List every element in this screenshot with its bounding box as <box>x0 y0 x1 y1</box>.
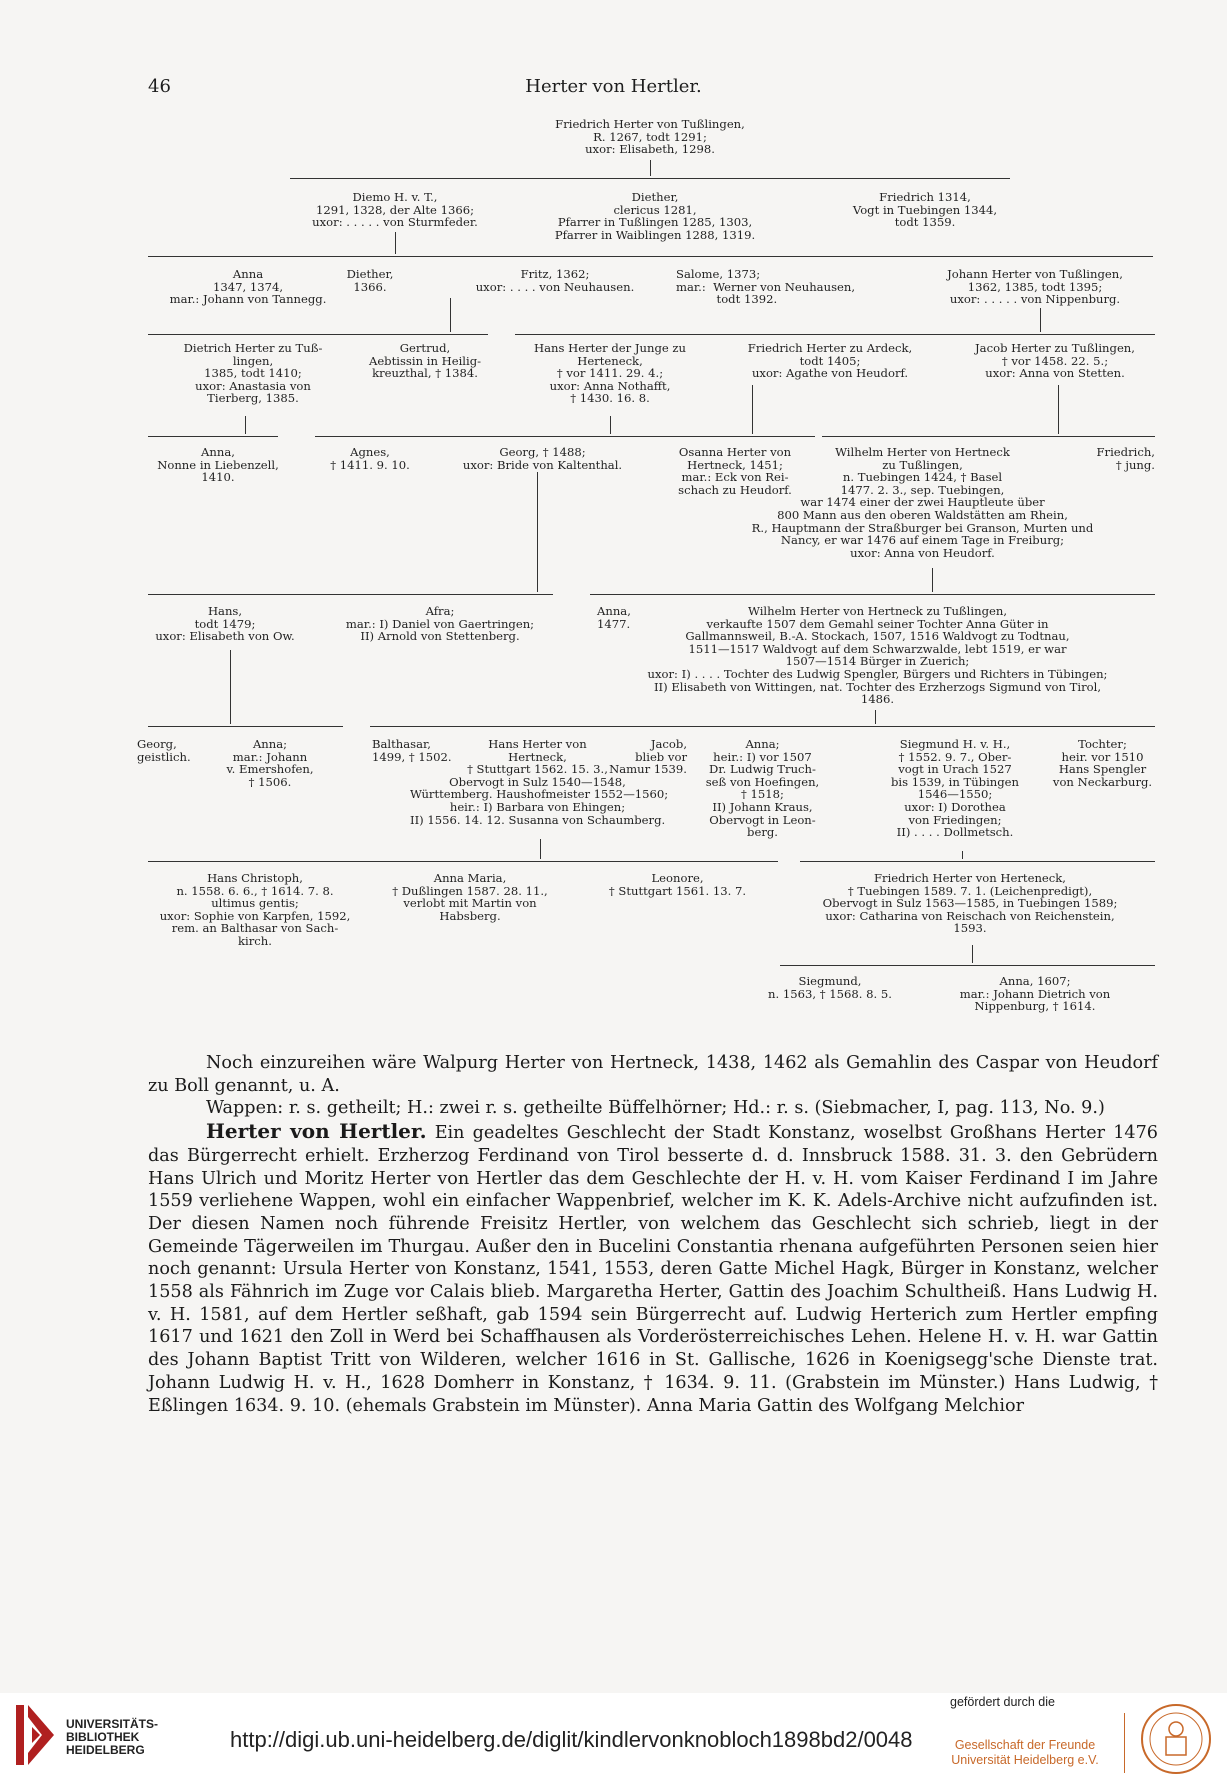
tree-agnes: Agnes, † 1411. 9. 10. <box>330 445 410 472</box>
tree-salome: Salome, 1373; mar.: Werner von Neuhausen, todt 1392. <box>676 267 856 307</box>
tree-anna-1347: Anna 1347, 1374, mar.: Johann von Tannegg. <box>169 267 327 307</box>
tree-georg-geistlich: Georg, geistlich. <box>137 737 191 764</box>
tree-friedrich-jung: Friedrich, † jung. <box>1096 445 1155 472</box>
tree-afra: Afra; mar.: I) Daniel von Gaertringen; II) Arnold von Stettenberg. <box>345 604 535 644</box>
running-title: Herter von Hertler. <box>525 76 702 97</box>
tree-anna-1477: Anna, 1477. <box>597 604 631 631</box>
tree-friedrich-1314: Friedrich 1314, Vogt in Tuebingen 1344, todt 1359. <box>852 190 998 230</box>
tree-wilhelm-1424: Wilhelm Herter von Hertneck zu Tußlingen, n. Tuebingen 1424, † Basel 1477. 2. 3., sep. Tuebingen, war 1474 einer der zwei Hauptleute über 800 Mann aus den oberen Waldstätten am Rhein, R., Hauptmann der Straßburger bei Granson, Murten und Nancy, er war 1476 auf einem Tage in Freiburg; uxor: Anna von Heudorf. <box>751 445 1094 560</box>
funded-by: gefördert durch die <box>950 1695 1055 1709</box>
university-seal-icon <box>1140 1703 1212 1775</box>
tree-osanna: Osanna Herter von Hertneck, 1451; mar.: Eck von Rei- schach zu Heudorf. <box>678 445 792 497</box>
tree-georg-1488: Georg, † 1488; uxor: Bride von Kaltenthal. <box>462 445 623 472</box>
tree-hans-1562: Hans Herter von Hertneck, † Stuttgart 1562. 15. 3., Obervogt in Sulz 1540—1548, Württemberg. Haushofmeister 1552—1560; heir.: I) Barbara von Ehingen; II) 1556. 14. 12. Susanna von Schaumberg. <box>410 737 669 827</box>
tree-diemo: Diemo H. v. T., 1291, 1328, der Alte 1366; uxor: . . . . . von Sturmfeder. <box>312 190 478 230</box>
library-name: UNIVERSITÄTS- BIBLIOTHEK HEIDELBERG <box>66 1717 159 1757</box>
tree-hans-1479: Hans, todt 1479; uxor: Elisabeth von Ow. <box>155 604 295 644</box>
tree-hans-christoph: Hans Christoph, n. 1558. 6. 6., † 1614. 7. 8. ultimus gentis; uxor: Sophie von Karpfen, 1592, rem. an Balthasar von Sach- kirch. <box>159 871 351 948</box>
society-name: Gesellschaft der Freunde Universität Heidelberg e.V. <box>951 1738 1099 1767</box>
tree-dietrich: Dietrich Herter zu Tuß- lingen, 1385, todt 1410; uxor: Anastasia von Tierberg, 1385. <box>183 341 323 406</box>
tree-anna-nonne: Anna, Nonne in Liebenzell, 1410. <box>157 445 279 485</box>
tree-anna-maria: Anna Maria, † Dußlingen 1587. 28. 11., verlobt mit Martin von Habsberg. <box>392 871 548 923</box>
tree-anna-emershofen: Anna; mar.: Johann v. Emershofen, † 1506. <box>226 737 314 789</box>
footer-divider <box>1124 1713 1125 1773</box>
tree-gertrud: Gertrud, Aebtissin in Heilig- kreuzthal, † 1384. <box>368 341 482 381</box>
paragraph-text: Ein geadeltes Geschlecht der Stadt Konstanz, woselbst Großhans Herter 1476 das Bürgerrecht erhielt. Erzherzog Ferdinand von Tirol besserte d. d. Innsbruck 1588. 31. 3. den Gebrüdern Hans Ulrich und Moritz Herter von Hertler das dem Geschlechte der H. v. H. vom Kaiser Ferdinand I im Jahre 1559 verliehene Wappen, wohl ein einfacher Wappenbrief, welcher im K. K. Adels-Archive nicht aufzufinden ist. Der diesen Namen noch führende Freisitz Hertler, von welchem das Geschlecht sich schrieb, liegt in der Gemeinde Tägerweilen im Thurgau. Außer den in Bucelini Constantia rhenana aufgeführten Personen seien hier noch genannt: Ursula Herter von Konstanz, 1541, 1553, deren Gatte Michel Hagk, Bürger in Konstanz, welcher 1558 als Fähnrich im Zuge vor Calais blieb. Margaretha Herter, Gattin des Joachim Schultheiß. Hans Ludwig H. v. H. 1581, auf dem Hertler seßhaft, gab 1594 sein Bürgerrecht auf. Ludwig Herterich zum Hertler empfing 1617 und 1621 den Zoll in Werd bei Schaffhausen als Vorderösterreichisches Lehen. Helene H. v. H. war Gattin des Johann Baptist Tritt von Wilderen, welcher 1616 in St. Gallische, 1626 in Koenigsegg'sche Dienste trat. Johann Ludwig H. v. H., 1628 Domherr in Konstanz, † 1634. 9. 11. (Grabstein im Münster.) Hans Ludwig, † Eßlingen 1634. 9. 10. (ehemals Grabstein im Münster). Anna Maria Gattin des Wolfgang Melchior <box>148 1123 1159 1416</box>
tree-tochter: Tochter; heir. vor 1510 Hans Spengler von Neckarburg. <box>1052 737 1153 789</box>
tree-siegmund-1552: Siegmund H. v. H., † 1552. 9. 7., Ober- vogt in Urach 1527 bis 1539, in Tübingen 1546—1550; uxor: I) Dorothea von Friedingen; II) . . . . Dollmetsch. <box>890 737 1020 840</box>
ub-logo-icon <box>14 1703 60 1769</box>
page-number: 46 <box>148 76 171 97</box>
tree-jacob-namur: Jacob, blieb vor Namur 1539. <box>609 737 687 777</box>
source-url-link[interactable]: http://digi.ub.uni-heidelberg.de/diglit/kindlervonknobloch1898bd2/0048 <box>230 1727 913 1752</box>
tree-leonore: Leonore, † Stuttgart 1561. 13. 7. <box>608 871 747 898</box>
tree-wilhelm-1507: Wilhelm Herter von Hertneck zu Tußlingen, verkaufte 1507 dem Gemahl seiner Tochter Anna Güter in Gallmannsweil, B.-A. Stockach, 1507, 1516 Waldvogt zu Todtnau, 1511—1517 Waldvogt auf dem Schwarzwalde, lebt 1519, er war 1507—1514 Bürger in Zuerich; uxor: I) . . . . Tochter des Ludwig Spengler, Bürgers und Richters in Tübingen; II) Elisabeth von Wittingen, nat. Tochter des Erzherzogs Sigmund von Tirol, 1486. <box>647 604 1108 707</box>
tree-friedrich-ardeck: Friedrich Herter zu Ardeck, todt 1405; uxor: Agathe von Heudorf. <box>747 341 913 381</box>
tree-diether-1366: Diether, 1366. <box>346 267 394 294</box>
tree-johann-1362: Johann Herter von Tußlingen, 1362, 1385, todt 1395; uxor: . . . . . von Nippenburg. <box>947 267 1123 307</box>
paragraph-walpurg: Noch einzureihen wäre Walpurg Herter von Hertneck, 1438, 1462 als Gemahlin des Caspar von Heudorf zu Boll genannt, u. A. <box>148 1053 1158 1096</box>
tree-anna-truchsess: Anna; heir.: I) vor 1507 Dr. Ludwig Truch- seß von Hoefingen, † 1518; II) Johann Kraus, Obervogt in Leon- berg. <box>705 737 820 840</box>
tree-hans-der-junge: Hans Herter der Junge zu Herteneck, † vor 1411. 29. 4.; uxor: Anna Nothafft, † 1430. 16. 8. <box>533 341 687 406</box>
tree-anna-1607: Anna, 1607; mar.: Johann Dietrich von Nippenburg, † 1614. <box>959 974 1111 1014</box>
tree-friedrich-1589: Friedrich Herter von Herteneck, † Tuebingen 1589. 7. 1. (Leichenpredigt), Obervogt in Sulz 1563—1585, in Tuebingen 1589; uxor: Catharina von Reischach von Reichenstein, 1593. <box>822 871 1118 936</box>
tree-jacob: Jacob Herter zu Tußlingen, † vor 1458. 22. 5.; uxor: Anna von Stetten. <box>975 341 1135 381</box>
paragraph-herter-von-hertler <box>148 1120 1158 1417</box>
section-heading: Herter von Hertler. <box>206 1119 427 1144</box>
tree-fritz: Fritz, 1362; uxor: . . . . von Neuhausen. <box>475 267 635 294</box>
tree-diether: Diether, clericus 1281, Pfarrer in Tußlingen 1285, 1303, Pfarrer in Waiblingen 1288, 1319. <box>554 190 756 242</box>
tree-siegmund-1563: Siegmund, n. 1563, † 1568. 8. 5. <box>768 974 892 1001</box>
tree-root: Friedrich Herter von Tußlingen, R. 1267, todt 1291; uxor: Elisabeth, 1298. <box>555 117 745 157</box>
paragraph-wappen: Wappen: r. s. getheilt; H.: zwei r. s. getheilte Büffelhörner; Hd.: r. s. (Siebmacher, I, pag. 113, No. 9.) <box>206 1098 1105 1119</box>
tree-balthasar: Balthasar, 1499, † 1502. <box>372 737 452 764</box>
body-text <box>148 1052 1158 1417</box>
